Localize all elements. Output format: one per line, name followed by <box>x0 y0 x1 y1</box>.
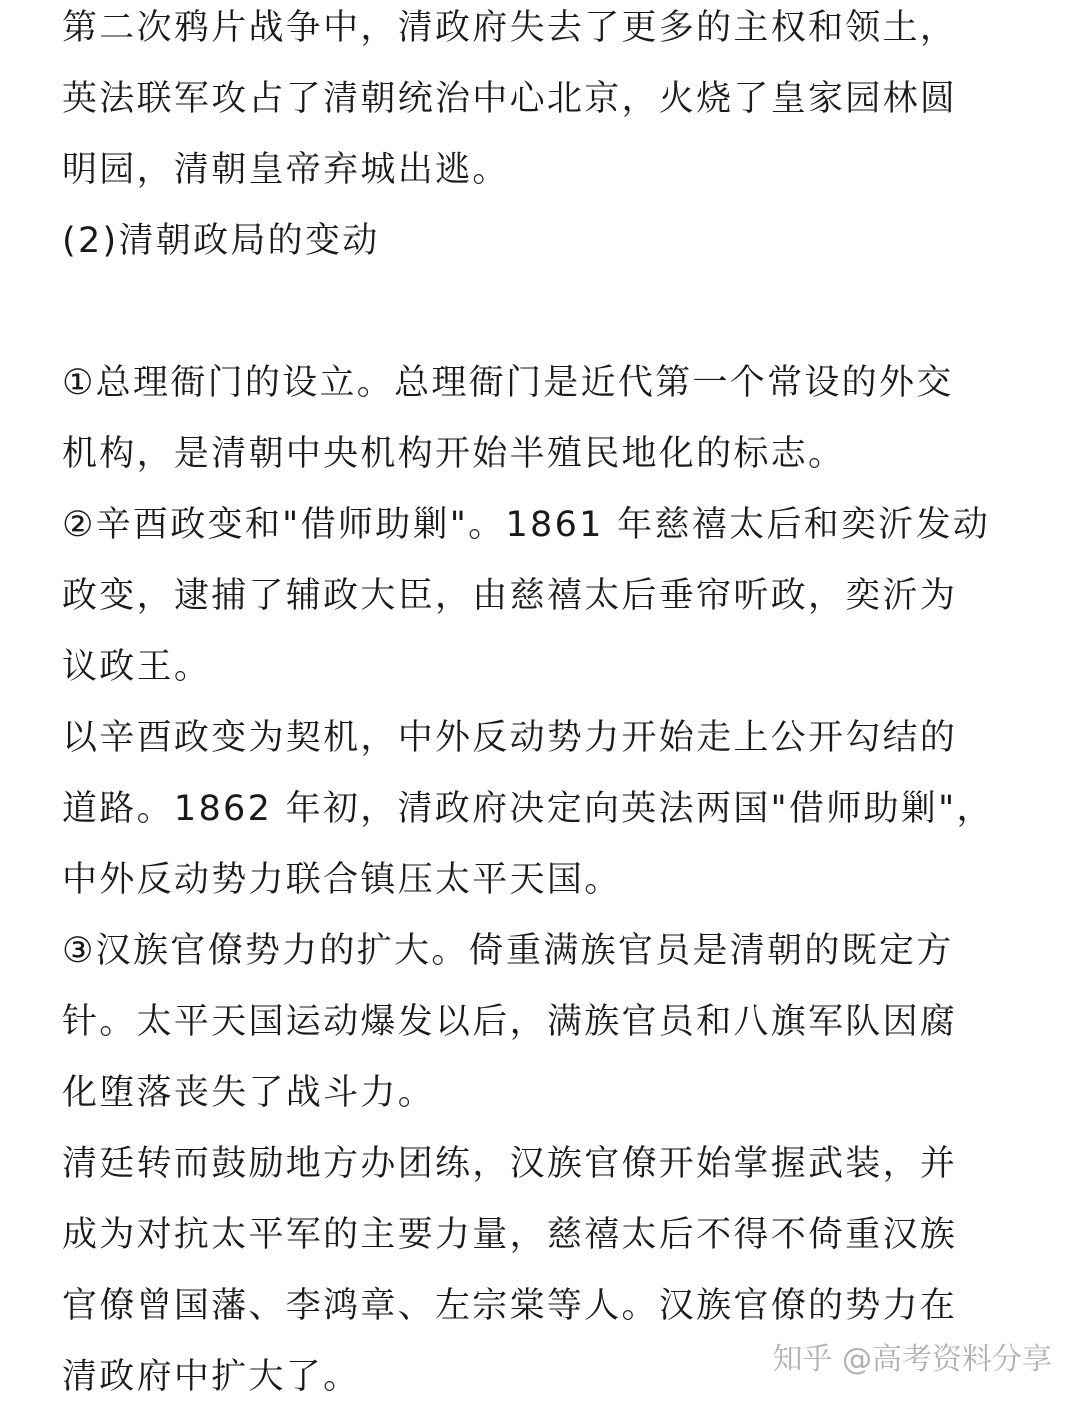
text-line: 中外反动势力联合镇压太平天国。 <box>62 860 622 900</box>
text-line: 明园，清朝皇帝弃城出逃。 <box>62 150 510 190</box>
text-line: 清廷转而鼓励地方办团练，汉族官僚开始掌握武装，并 <box>62 1144 958 1184</box>
text-line: ①总理衙门的设立。总理衙门是近代第一个常设的外交 <box>62 363 954 403</box>
text-line: 第二次鸦片战争中，清政府失去了更多的主权和领土， <box>62 8 958 48</box>
text-line: 官僚曾国藩、李鸿章、左宗棠等人。汉族官僚的势力在 <box>62 1286 958 1326</box>
text-line: 针。太平天国运动爆发以后，满族官员和八旗军队因腐 <box>62 1002 958 1042</box>
section-heading: (2)清朝政局的变动 <box>62 221 380 261</box>
text-line: 成为对抗太平军的主要力量，慈禧太后不得不倚重汉族 <box>62 1215 958 1255</box>
text-line: 政变，逮捕了辅政大臣，由慈禧太后垂帘听政，奕沂为 <box>62 576 958 616</box>
text-line: 以辛酉政变为契机，中外反动势力开始走上公开勾结的 <box>62 718 958 758</box>
text-line: 英法联军攻占了清朝统治中心北京，火烧了皇家园林圆 <box>62 79 958 119</box>
text-line: 议政王。 <box>62 647 212 687</box>
text-line: ②辛酉政变和"借师助剿"。1861 年慈禧太后和奕沂发动 <box>62 505 991 545</box>
text-line: 化堕落丧失了战斗力。 <box>62 1073 436 1113</box>
watermark: 知乎 @高考资料分享 <box>772 1342 1052 1377</box>
text-line: 道路。1862 年初，清政府决定向英法两国"借师助剿"， <box>62 789 994 829</box>
text-line: 清政府中扩大了。 <box>62 1357 361 1397</box>
text-line: ③汉族官僚势力的扩大。倚重满族官员是清朝的既定方 <box>62 931 954 971</box>
text-line: 机构，是清朝中央机构开始半殖民地化的标志。 <box>62 434 846 474</box>
